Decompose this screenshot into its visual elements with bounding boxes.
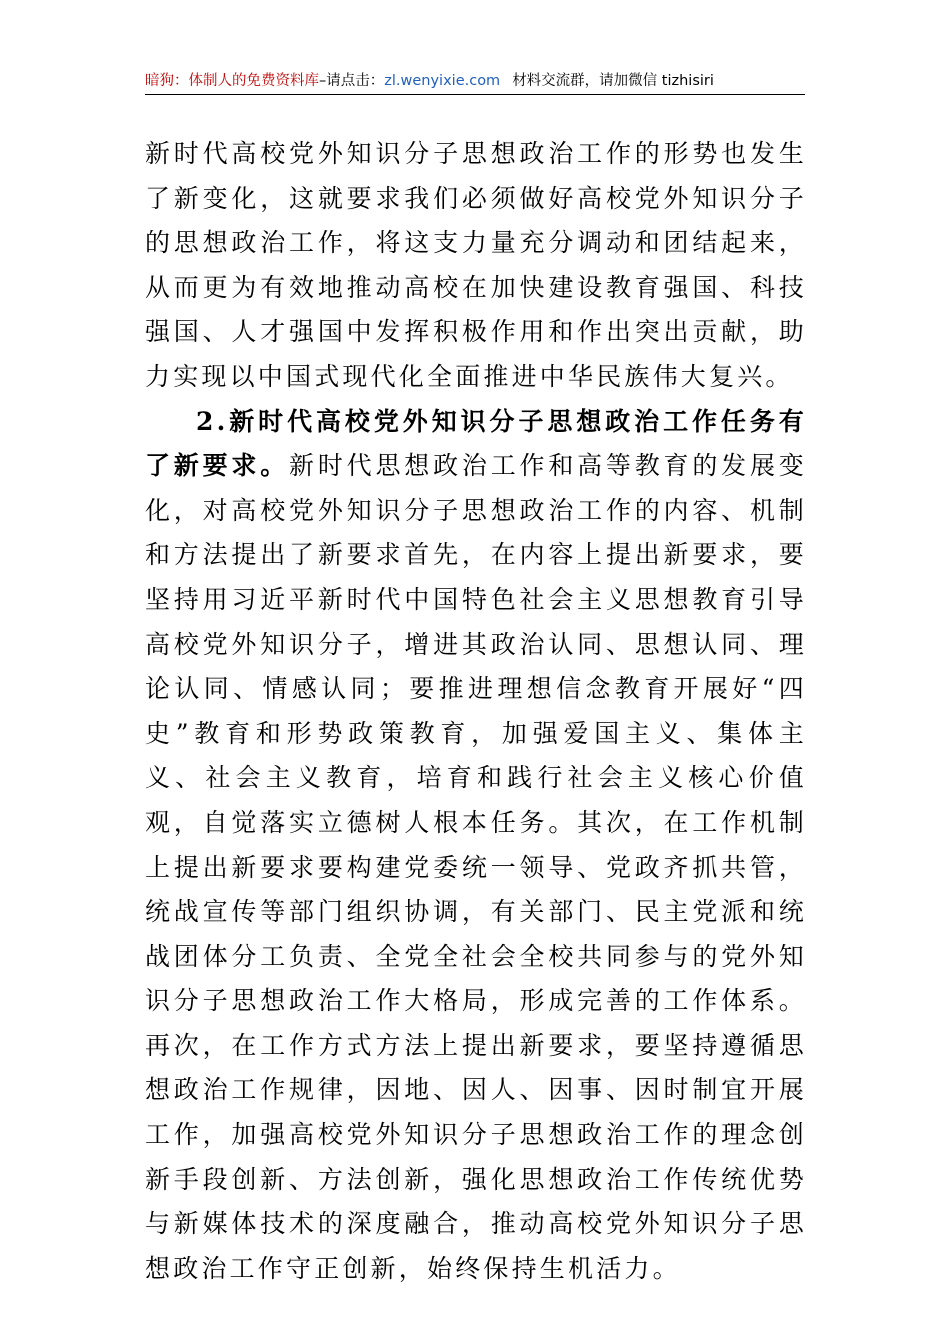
header-link[interactable]: zl.wenyixie.com xyxy=(384,73,501,89)
paragraph-2-heading: 2.新时代高校党外知识分子思想政治工作任务有了新要求。 xyxy=(145,406,807,481)
page-header xyxy=(145,70,805,95)
header-brand: 暗狗：体制人的免费资料库 xyxy=(145,73,319,89)
paragraph-2-body: 新时代思想政治工作和高等教育的发展变化，对高校党外知识分子思想政治工作的内容、机制和方法提出了新要求首先，在内容上提出新要求，要坚持用习近平新时代中国特色社会主义思想教育引导高校党外知识分子，增进其政治认同、思想认同、理论认同、情感认同；要推进理想信念教育开展好“四史”教育和形势政策教育，加强爱国主义、集体主义、社会主义教育，培育和践行社会主义核心价值观，自觉落实立德树人根本任务。其次，在工作机制上提出新要求要构建党委统一领导、党政齐抓共管，统战宣传等部门组织协调，有关部门、民主党派和统战团体分工负责、全党全社会全校共同参与的党外知识分子思想政治工作大格局，形成完善的工作体系。再次，在工作方式方法上提出新要求，要坚持遵循思想政治工作规律，因地、因人、因事、因时制宜开展工作，加强高校党外知识分子思想政治工作的理念创新手段创新、方法创新，强化思想政治工作传统优势与新媒体技术的深度融合，推动高校党外知识分子思想政治工作守正创新，始终保持生机活力。 xyxy=(145,451,807,1283)
header-prompt: –请点击： xyxy=(319,73,385,89)
paragraph-2 xyxy=(145,400,807,1292)
document-body xyxy=(145,132,807,1291)
header-contact: 材料交流群，请加微信 tizhisiri xyxy=(512,73,714,89)
paragraph-1: 新时代高校党外知识分子思想政治工作的形势也发生了新变化，这就要求我们必须做好高校党外知识分子的思想政治工作，将这支力量充分调动和团结起来，从而更为有效地推动高校在加快建设教育强国、科技强国、人才强国中发挥积极作用和作出突出贡献，助力实现以中国式现代化全面推进中华民族伟大复兴。 xyxy=(145,139,807,391)
